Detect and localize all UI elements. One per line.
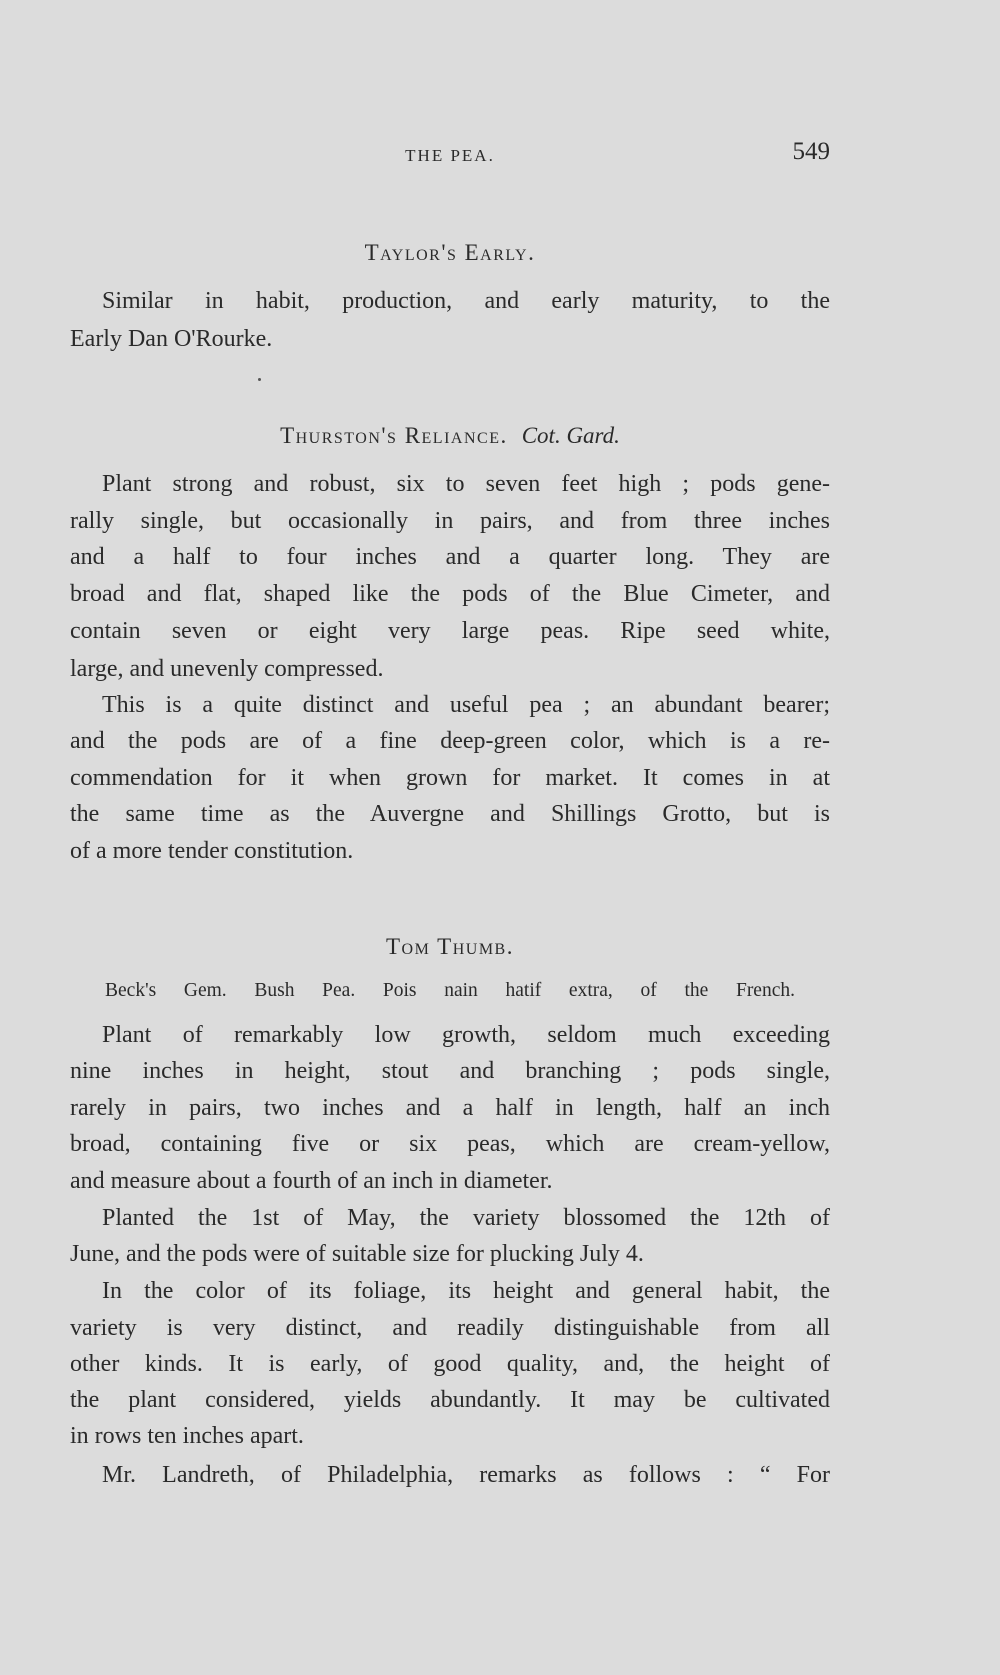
text-line: This is a quite distinct and useful pea ; an abundant bearer; [102, 692, 830, 718]
text-line: broad and flat, shaped like the pods of the Blue Cimeter, and [70, 581, 830, 607]
text-line: the same time as the Auvergne and Shillings Grotto, but is [70, 801, 830, 827]
text-line: broad, containing five or six peas, which are cream-yellow, [70, 1131, 830, 1157]
section-title: Thurston's Reliance. [280, 423, 508, 448]
text-line: and a half to four inches and a quarter long. They are [70, 544, 830, 570]
ink-speck [258, 378, 261, 381]
text-line: nine inches in height, stout and branching ; pods single, [70, 1058, 830, 1084]
synonyms: Beck's Gem. Bush Pea. Pois nain hatif extra, of the French. [105, 980, 795, 1001]
text-line: in rows ten inches apart. [70, 1423, 304, 1449]
text-line: variety is very distinct, and readily distinguishable from all [70, 1315, 830, 1341]
text-line: and measure about a fourth of an inch in diameter. [70, 1168, 553, 1194]
text-line: June, and the pods were of suitable size for plucking July 4. [70, 1241, 644, 1267]
text-line: and the pods are of a fine deep-green color, which is a re- [70, 728, 830, 754]
text-line: the plant considered, yields abundantly. It may be cultivated [70, 1387, 830, 1413]
text-line: other kinds. It is early, of good quality, and, the height of [70, 1351, 830, 1377]
section-title-thurstons-reliance [70, 420, 830, 452]
running-head: THE PEA. [405, 146, 495, 165]
text-line: Planted the 1st of May, the variety blossomed the 12th of [102, 1205, 830, 1231]
text-line: rally single, but occasionally in pairs, and from three inches [70, 508, 830, 534]
text-line: Early Dan O'Rourke. [70, 326, 273, 352]
text-line: contain seven or eight very large peas. Ripe seed white, [70, 618, 830, 644]
page-number: 549 [792, 138, 830, 165]
text-line: rarely in pairs, two inches and a half in length, half an inch [70, 1095, 830, 1121]
section-title-tom-thumb: Tom Thumb. [386, 934, 514, 959]
text-line: Plant strong and robust, six to seven feet high ; pods gene- [102, 471, 830, 497]
text-line: In the color of its foliage, its height and general habit, the [102, 1278, 830, 1304]
text-line: large, and unevenly compressed. [70, 656, 384, 682]
text-line: of a more tender constitution. [70, 838, 354, 864]
section-source: Cot. Gard. [521, 423, 620, 448]
text-line: Similar in habit, production, and early maturity, to the [102, 288, 830, 314]
section-title-taylors-early: Taylor's Early. [364, 240, 536, 265]
text-line: Plant of remarkably low growth, seldom much exceeding [102, 1022, 830, 1048]
text-line: Mr. Landreth, of Philadelphia, remarks as follows : “ For [102, 1462, 830, 1488]
text-line: commendation for it when grown for market. It comes in at [70, 765, 830, 791]
